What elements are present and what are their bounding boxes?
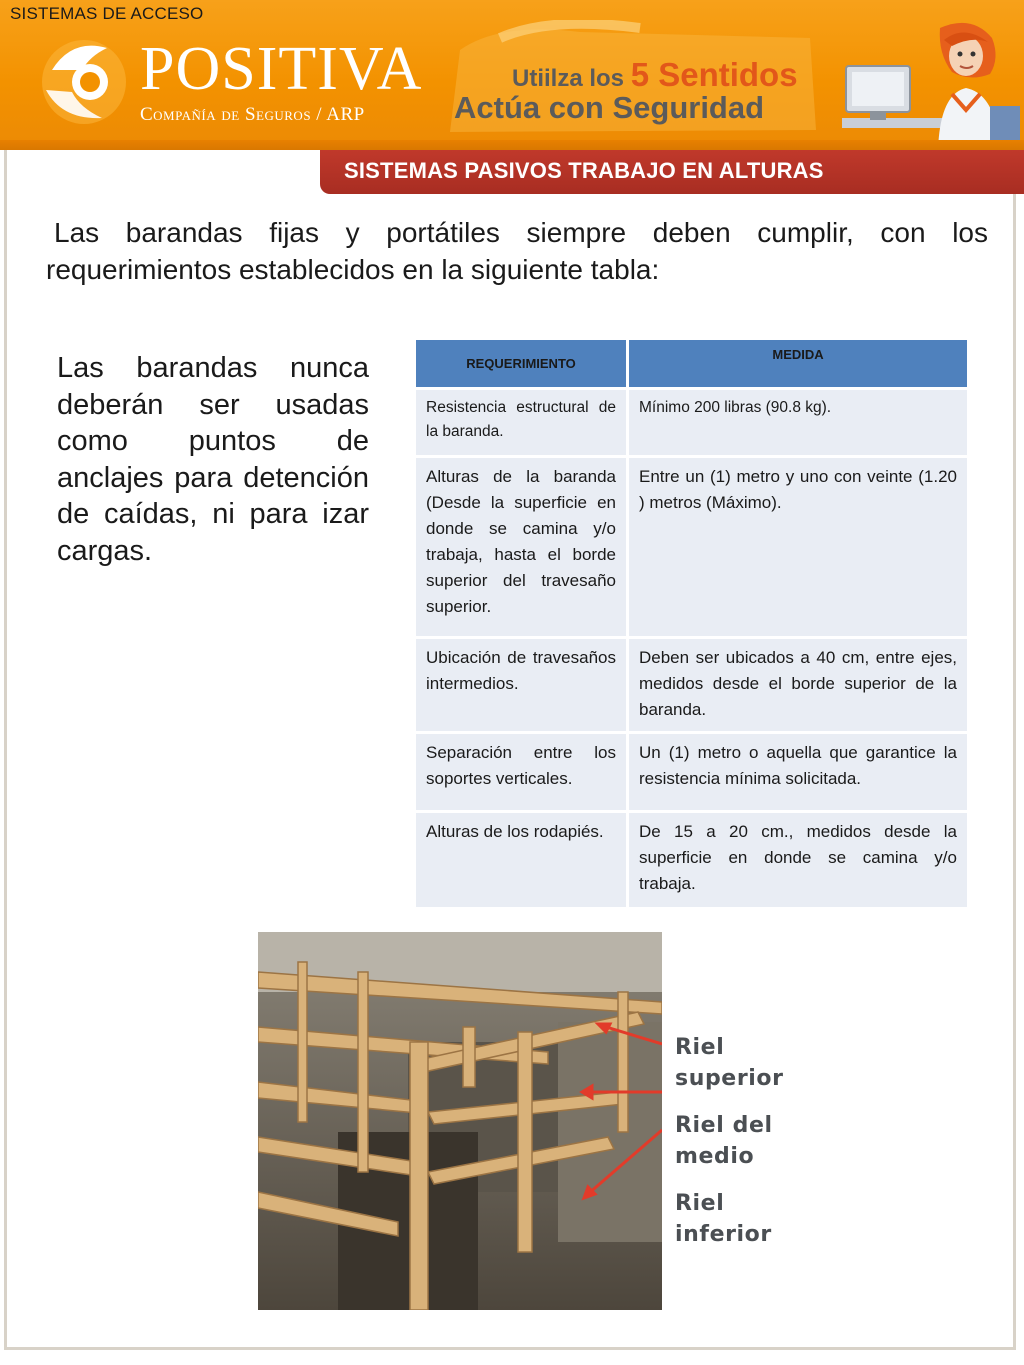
slogan-line-2: Actúa con Seguridad	[454, 90, 765, 125]
label-top-rail	[675, 1032, 784, 1094]
label-mid-rail-line2: medio	[675, 1144, 755, 1169]
intro-paragraph: Las barandas fijas y portátiles siempre deben cumplir, con los requerimientos establecidos en la siguiente tabla:	[46, 217, 988, 285]
measure-cell: Entre un (1) metro y uno con veinte (1.20 ) metros (Máximo).	[629, 458, 967, 639]
requirement-cell: Alturas de la baranda (Desde la superficie en donde se camina y/o trabaja, hasta el borde superior del travesaño superior.	[416, 458, 629, 639]
header-banner	[0, 0, 1024, 150]
measure-cell: Un (1) metro o aquella que garantice la resistencia mínima solicitada.	[629, 734, 967, 813]
table-row	[416, 458, 967, 639]
brand-name: POSITIVA	[140, 35, 423, 103]
section-banner	[320, 150, 1024, 194]
mascot-worker-icon	[840, 10, 1024, 150]
label-mid-rail	[675, 1110, 773, 1172]
slogan-highlight: 5 Sentidos	[630, 56, 798, 93]
label-bottom-rail-line1: Riel	[675, 1191, 725, 1216]
requirement-cell: Ubicación de travesaños intermedios.	[416, 639, 629, 734]
measure-cell: Mínimo 200 libras (90.8 kg).	[629, 390, 967, 458]
column-header-requirement: REQUERIMIENTO	[416, 340, 629, 390]
requirements-table	[416, 340, 967, 910]
requirement-cell: Alturas de los rodapiés.	[416, 813, 629, 910]
requirement-cell: Separación entre los soportes verticales.	[416, 734, 629, 813]
measure-cell: Deben ser ubicados a 40 cm, entre ejes, medidos desde el borde superior de la baranda.	[629, 639, 967, 734]
measure-cell: De 15 a 20 cm., medidos desde la superficie en donde se camina y/o trabaja.	[629, 813, 967, 910]
column-header-measure: MEDIDA	[629, 340, 967, 390]
guardrail-construction-image	[258, 932, 662, 1310]
table-row	[416, 734, 967, 813]
slogan-line-1	[512, 56, 798, 94]
brand-subtitle: Compañía de Seguros / ARP	[140, 104, 365, 125]
label-bottom-rail-line2: inferior	[675, 1222, 772, 1247]
section-title: SISTEMAS PASIVOS TRABAJO EN ALTURAS	[344, 158, 824, 183]
label-top-rail-line2: superior	[675, 1066, 784, 1091]
table-row	[416, 639, 967, 734]
slogan	[440, 20, 820, 135]
table-row	[416, 813, 967, 910]
label-mid-rail-line1: Riel del	[675, 1113, 773, 1138]
warning-paragraph: Las barandas nunca deberán ser usadas como puntos de anclajes para detención de caídas, ni para izar cargas.	[57, 352, 369, 567]
header-band	[0, 140, 1024, 150]
positiva-logo-icon	[32, 30, 142, 130]
label-top-rail-line1: Riel	[675, 1035, 725, 1060]
requirement-cell: Resistencia estructural de la baranda.	[416, 390, 629, 458]
table-row	[416, 390, 967, 458]
category-label: SISTEMAS DE ACCESO	[10, 4, 204, 23]
slogan-prefix: Utiilza los	[512, 65, 625, 92]
table-header-row	[416, 340, 967, 390]
label-bottom-rail	[675, 1188, 772, 1250]
guardrail-photo	[258, 932, 662, 1310]
